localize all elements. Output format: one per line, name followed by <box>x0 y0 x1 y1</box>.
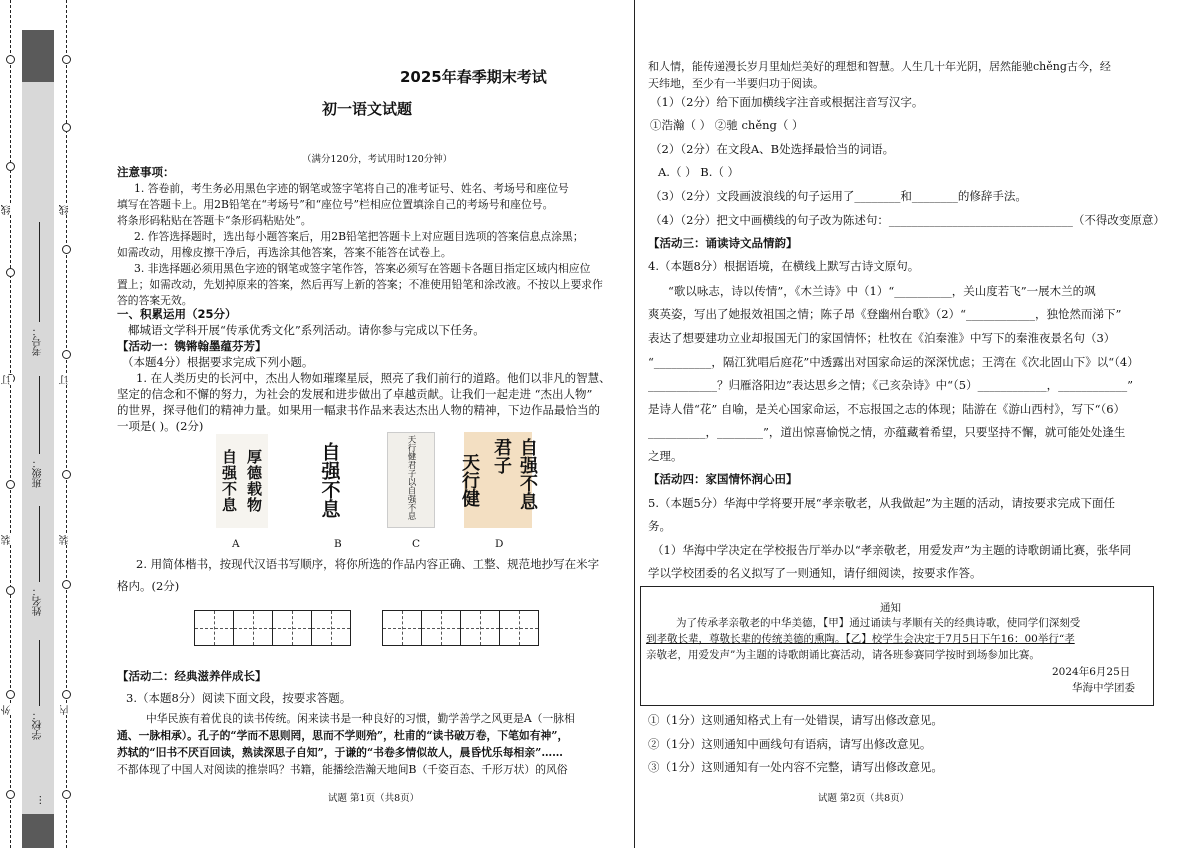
punch-hole <box>62 470 71 479</box>
punch-hole <box>62 690 71 699</box>
artwork-c-text: 天行健君子以自强不息 <box>406 435 416 520</box>
artwork-a-right-col: 自强不息 <box>220 449 238 513</box>
artwork-b[interactable] <box>306 432 354 528</box>
artwork-c[interactable] <box>387 432 435 528</box>
q4-line[interactable]: “__________，隔江犹唱后庭花”中透露出对国家命运的深深忧虑；王湾在《次北固山下》以“（4） <box>648 355 1139 369</box>
activity3-heading: 【活动三：诵读诗文品情韵】 <box>648 236 798 250</box>
q3-passage-line: 中华民族有着优良的读书传统。闲来读书是一种良好的习惯，勤学善学之风更是A（一脉相 <box>146 712 575 725</box>
q3-intro: 3.（本题8分）阅读下面文段，按要求答题。 <box>126 691 352 705</box>
punch-hole <box>6 690 15 699</box>
grid-cell[interactable] <box>272 610 312 646</box>
passage-continuation: 和人情，能传递漫长岁月里灿烂美好的理想和智慧。人生几十年光阴，居然能驰chěng古今，经 <box>648 60 1111 73</box>
punch-hole <box>62 55 71 64</box>
punch-hole <box>62 350 71 359</box>
cut-mark: 外 <box>2 705 13 715</box>
class-label: 班级： <box>33 458 44 488</box>
page-footer-right: 试题 第2页（共8页） <box>818 793 910 804</box>
q3-sub: （2）（2分）在文段A、B处选择最恰当的词语。 <box>650 142 895 156</box>
grid-cell[interactable] <box>311 610 351 646</box>
page-footer-left: 试题 第1页（共8页） <box>328 793 420 804</box>
cut-mark-inner: 线 <box>60 205 71 215</box>
q5-line: 务。 <box>648 519 671 533</box>
page-divider <box>634 0 635 848</box>
punch-hole <box>6 268 15 277</box>
notes-line: 2. 作答选择题时，选出每小题答案后，用2B铅笔把答题卡上对应题目选项的答案信息点涂黑； <box>134 230 584 243</box>
q3-sub[interactable]: （4）（2分）把文中画横线的句子改为陈述句：________________________________（不得改变原意） <box>650 213 1165 227</box>
q5-sub: ②（1分）这则通知中画线句有语病，请写出修改意见。 <box>648 737 932 751</box>
exam-number-line[interactable] <box>39 222 40 322</box>
artwork-a-left-col: 厚德载物 <box>245 449 263 513</box>
q3-passage-line: 苏轼的“旧书不厌百回读，熟读深思子自知”，于谦的“书卷多情似故人，晨昏忧乐每相亲”…… <box>117 746 563 759</box>
punch-hole <box>6 480 15 489</box>
grid-cell[interactable] <box>460 610 500 646</box>
notice-body-line: 为了传承孝亲敬老的中华美德，【甲】通过诵读与孝顺有关的经典诗歌，使同学们深刻受 <box>676 617 1081 629</box>
grid-cell[interactable] <box>499 610 539 646</box>
q2-line: 2. 用简体楷书，按现代汉语书写顺序，将你所选的作品内容正确、工整、规范地抄写在米字 <box>136 557 600 571</box>
cut-mark: 装 <box>2 535 13 545</box>
q3-sub[interactable]: A.（ ） B.（ ） <box>658 165 740 179</box>
school-line[interactable] <box>39 640 40 706</box>
binding-dark-block-bottom <box>22 814 54 848</box>
notice-date: 2024年6月25日 <box>1052 666 1131 678</box>
notice-title: 通知 <box>880 602 901 614</box>
q3-sub[interactable]: ①浩瀚（ ） ②驰 chěng（ ） <box>650 118 804 132</box>
notes-line: 将条形码粘贴在答题卡“条形码粘贴处”。 <box>117 214 312 227</box>
notice-signature: 华海中学团委 <box>1072 682 1135 694</box>
artwork-label: C <box>412 538 421 550</box>
artwork-label: A <box>232 538 240 550</box>
notice-body-line: 到孝敬长辈，尊敬长辈的传统美德的熏陶。【乙】校学生会决定于7月5日下午16：00举行“孝 <box>646 633 1075 645</box>
section1-heading: 一、积累运用（25分） <box>117 307 237 321</box>
q4-line: 4.（本题8分）根据语境，在横线上默写古诗文原句。 <box>648 259 920 273</box>
section1-intro: 椰城语文学科开展“传承优秀文化”系列活动。请你参与完成以下任务。 <box>128 323 485 337</box>
notes-line: 答的答案无效。 <box>117 294 193 307</box>
q5-sub: ③（1分）这则通知有一处内容不完整，请写出修改意见。 <box>648 760 943 774</box>
q4-line[interactable]: __________，________”，道出惊喜愉悦之情，亦蕴藏着希望，只要坚持不懈，就可能处处逢生 <box>648 425 1126 439</box>
punch-hole <box>6 586 15 595</box>
exam-title: 2025年春季期末考试 <box>400 68 547 86</box>
punch-hole <box>62 790 71 799</box>
q5-line: 学以学校团委的名义拟写了一则通知，请仔细阅读，按要求作答。 <box>648 566 982 580</box>
activity4-heading: 【活动四：家国情怀润心田】 <box>648 472 798 486</box>
activity2-heading: 【活动二：经典滋养伴成长】 <box>117 669 267 683</box>
grid-cell[interactable] <box>382 610 422 646</box>
school-label: 学校： <box>33 710 44 740</box>
artwork-label: D <box>495 538 504 550</box>
exam-subtitle: 初一语文试题 <box>322 100 413 118</box>
notes-line: 如需改动，用橡皮擦干净后，再选涂其他答案，答案不能答在试卷上。 <box>117 246 452 259</box>
q1-line: 的世界，探寻他们的精神力量。如果用一幅隶书作品来表达杰出人物的精神，下边作品最恰当的 <box>117 403 600 417</box>
punch-hole <box>62 245 71 254</box>
outer-cut-line <box>10 0 11 848</box>
notes-heading: 注意事项： <box>117 165 175 179</box>
q4-line: 是诗人借“花” 自喻，是关心国家命运，不忘报国之志的体现；陆游在《游山西村》，写下“（6） <box>648 402 1126 416</box>
grid-cell[interactable] <box>233 610 273 646</box>
class-line[interactable] <box>39 376 40 454</box>
punch-hole <box>6 162 15 171</box>
q5-sub: ①（1分）这则通知格式上有一处错误，请写出修改意见。 <box>648 713 943 727</box>
cut-mark-inner: 内 <box>60 705 71 715</box>
notes-line: 置上；如需改动，先划掉原来的答案，然后再写上新的答案；不准使用铅笔和涂改液。不按以上要求作 <box>117 278 603 291</box>
punch-hole <box>6 55 15 64</box>
punch-hole <box>62 123 71 132</box>
artwork-a[interactable] <box>216 434 268 528</box>
q1-line: 1. 在人类历史的长河中，杰出人物如璀璨星辰，照亮了我们前行的道路。他们以非凡的智慧、 <box>136 371 611 385</box>
notice-body-line: 亲敬老，用爱发声”为主题的诗歌朗诵比赛活动，请各班参赛同学按时到场参加比赛。 <box>646 649 1040 661</box>
q4-line: 之理。 <box>648 449 683 463</box>
q3-sub: （1）（2分）给下面加横线字注音或根据注音写汉字。 <box>650 95 924 109</box>
grid-cell[interactable] <box>421 610 461 646</box>
name-line[interactable] <box>39 506 40 582</box>
artwork-label: B <box>334 538 342 550</box>
question-intro: （本题4分）根据要求完成下列小题。 <box>122 355 314 369</box>
exam-number-label: 考号： <box>33 326 44 356</box>
q2-line: 格内。(2分) <box>117 579 180 593</box>
notes-line: 填写在答题卡上。用2B铅笔在“考场号”和“座位号”栏相应位置填涂自己的考场号和座位号。 <box>117 198 554 211</box>
punch-hole <box>6 790 15 799</box>
q5-line: 5.（本题5分）华海中学将要开展“孝亲敬老，从我做起”为主题的活动，请按要求完成下面任 <box>648 496 1116 510</box>
q4-line: 表达了想要建功立业却报国无门的家国情怀；杜牧在《泊秦淮》中写下的秦淮夜景名句（3） <box>648 331 1116 345</box>
artwork-d[interactable] <box>459 432 538 528</box>
activity1-heading: 【活动一：镌锵翰墨蕴芬芳】 <box>117 339 267 353</box>
binding-dots: … <box>33 795 44 805</box>
artwork-d-left-col: 自强不息君子 <box>491 438 538 510</box>
notes-line: 1. 答卷前，考生务必用黑色字迹的钢笔或签字笔将自己的准考证号、姓名、考场号和座位号 <box>134 182 569 195</box>
q4-line[interactable]: “歌以咏志，诗以传情”，《木兰诗》中（1）“__________，关山度若飞”一展木兰的飒 <box>668 284 1096 298</box>
name-label: 姓名： <box>33 586 44 616</box>
binding-dark-block-top <box>22 30 54 82</box>
cut-mark: 订 <box>2 375 13 385</box>
q5-line: （1）华海中学决定在学校报告厅举办以“孝亲敬老，用爱发声”为主题的诗歌朗诵比赛，张华同 <box>652 543 1132 557</box>
binding-strip <box>0 0 92 848</box>
q3-passage-line: 不都体现了中国人对阅读的推崇吗？书籍，能播绘浩瀚天地间B（千姿百态、千形万状）的风俗 <box>117 763 568 776</box>
cut-mark: 线 <box>2 205 13 215</box>
punch-hole <box>62 580 71 589</box>
artwork-d-right-col: 天行健 <box>459 453 480 507</box>
q4-line[interactable]: ____________？归雁洛阳边”表达思乡之情；《己亥杂诗》中“（5）____________，____________” <box>648 378 1133 392</box>
grid-cell[interactable] <box>194 610 234 646</box>
cut-mark-inner: 装 <box>60 535 71 545</box>
exam-meta: （满分120分，考试用时120分钟） <box>302 154 453 165</box>
q4-line[interactable]: 爽英姿，写出了她报效祖国之情；陈子昂《登幽州台歌》（2）“____________，独怆然而涕下” <box>648 307 1122 321</box>
q3-passage-line: 通、一脉相承）。孔子的“学而不思则罔，思而不学则殆”，杜甫的“读书破万卷，下笔如有神”， <box>117 729 569 742</box>
binding-grey-band <box>22 82 54 814</box>
q1-line: 坚定的信念和不懈的努力，为社会的发展和进步做出了卓越贡献。让我们一起走进 “杰出人物” <box>117 387 593 401</box>
artwork-b-text: 自强不息 <box>318 442 341 518</box>
cut-mark-inner: 订 <box>60 375 71 385</box>
passage-continuation: 天纬地，至少有一半要归功于阅读。 <box>648 77 824 90</box>
q1-line: 一项是( )。(2分) <box>117 419 204 433</box>
q3-sub[interactable]: （3）（2分）文段画波浪线的句子运用了________和________的修辞手法。 <box>650 189 1027 203</box>
notes-line: 3. 非选择题必须用黑色字迹的钢笔或签字笔作答，答案必须写在答题卡各题目指定区域内相应位 <box>134 262 591 275</box>
